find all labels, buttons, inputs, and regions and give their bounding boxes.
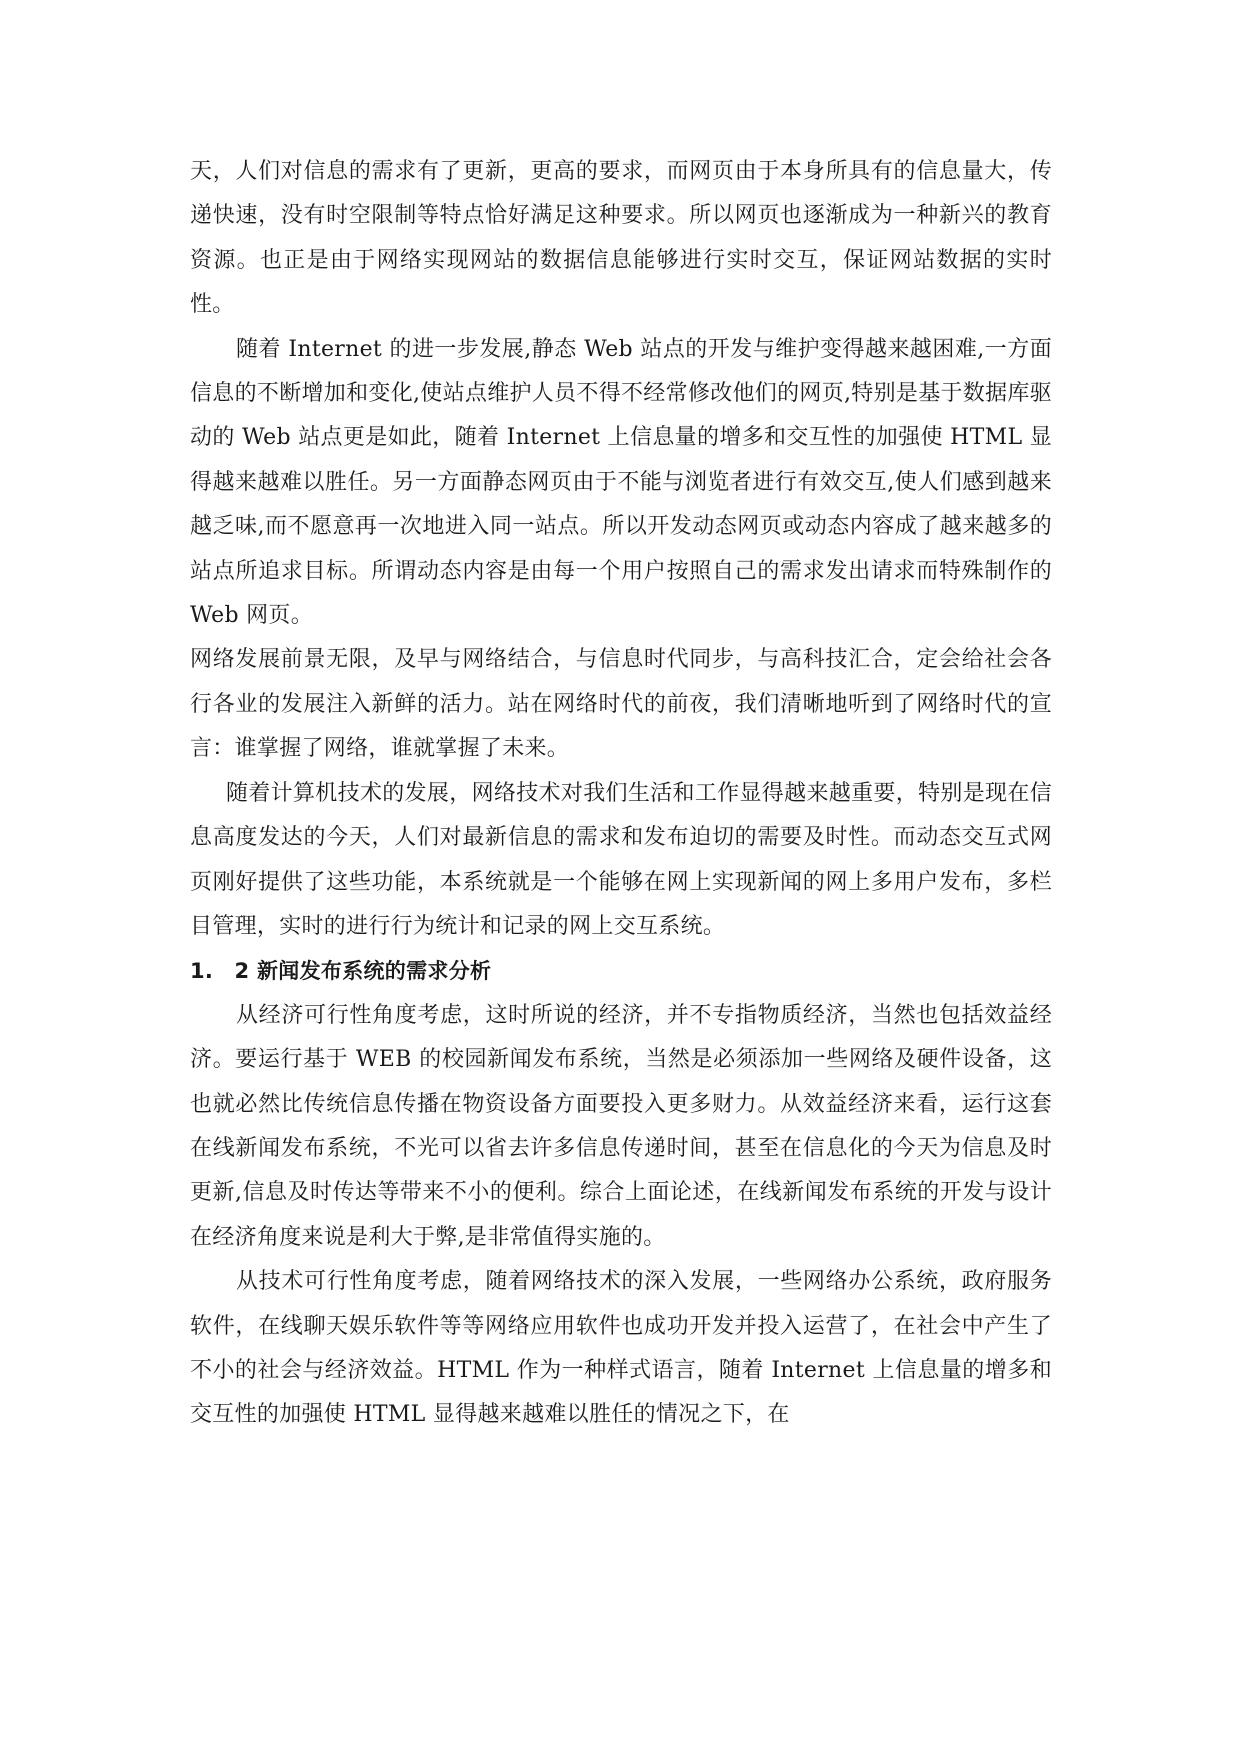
section-heading: 1. 2 新闻发布系统的需求分析	[190, 959, 492, 984]
paragraph-economic-feasibility: 从经济可行性角度考虑，这时所说的经济，并不专指物质经济，当然也包括效益经济。要运行基于 WEB 的校园新闻发布系统，当然是必须添加一些网络及硬件设备，这也就必然比传统信息传播在物资设备方面要投入更多财力。从效益经济来看，运行这套在线新闻发布系统，不光可以省去许多信息传递时间，甚至在信息化的今天为信息及时更新,信息及时传达等带来不小的便利。综合上面论述，在线新闻发布系统的开发与设计在经济角度来说是利大于弊,是非常值得实施的。	[190, 1002, 1052, 1250]
paragraph-internet-development: 随着 Internet 的进一步发展,静态 Web 站点的开发与维护变得越来越困难,一方面信息的不断增加和变化,使站点维护人员不得不经常修改他们的网页,特别是基于数据库驱动的 Web 站点更是如此，随着 Internet 上信息量的增多和交互性的加强使 HTML 显得越来越难以胜任。另一方面静态网页由于不能与浏览者进行有效交互,使人们感到越来越乏味,而不愿意再一次地进入同一站点。所以开发动态网页或动态内容成了越来越多的站点所追求目标。所谓动态内容是由每一个用户按照自己的需求发出请求而特殊制作的 Web 网页。	[190, 336, 1052, 629]
paragraph-intro-continued: 天，人们对信息的需求有了更新，更高的要求，而网页由于本身所具有的信息量大，传递快速，没有时空限制等特点恰好满足这种要求。所以网页也逐渐成为一种新兴的教育资源。也正是由于网络实现网站的数据信息能够进行实时交互，保证网站数据的实时性。	[190, 159, 1052, 318]
paragraph-computer-technology: 随着计算机技术的发展，网络技术对我们生活和工作显得越来越重要，特别是现在信息高度发达的今天，人们对最新信息的需求和发布迫切的需要及时性。而动态交互式网页刚好提供了这些功能，本系统就是一个能够在网上实现新闻的网上多用户发布，多栏目管理，实时的进行行为统计和记录的网上交互系统。	[190, 780, 1052, 939]
document-page	[190, 150, 1052, 1438]
paragraph-network-future: 网络发展前景无限，及早与网络结合，与信息时代同步，与高科技汇合，定会给社会各行各业的发展注入新鲜的活力。站在网络时代的前夜，我们清晰地听到了网络时代的宣言：谁掌握了网络，谁就掌握了未来。	[190, 647, 1052, 762]
paragraph-technical-feasibility: 从技术可行性角度考虑，随着网络技术的深入发展，一些网络办公系统，政府服务软件，在线聊天娱乐软件等等网络应用软件也成功开发并投入运营了，在社会中产生了不小的社会与经济效益。HTML 作为一种样式语言，随着 Internet 上信息量的增多和交互性的加强使 HTML 显得越来越难以胜任的情况之下，在	[190, 1269, 1052, 1428]
